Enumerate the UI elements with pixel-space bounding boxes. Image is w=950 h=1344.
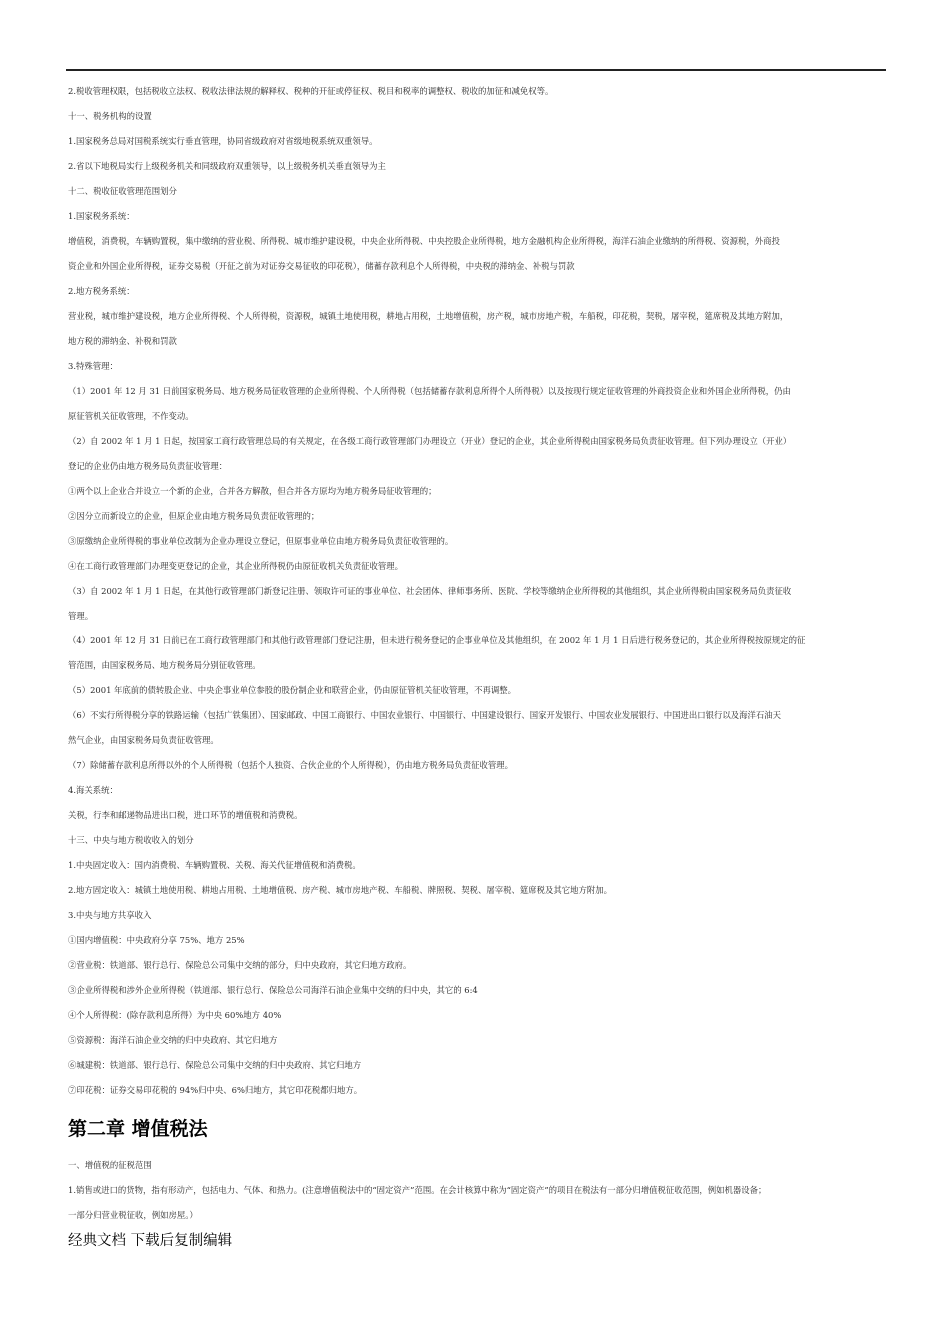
text-line: （3）自 2002 年 1 月 1 日起，在其他行政管理部门新登记注册、领取许可证的事业单位、社会团体、律师事务所、医院、学校等缴纳企业所得税的其他组织，其企业所得税由国家税务局负责征收 bbox=[68, 586, 792, 596]
text-line: （1）2001 年 12 月 31 日前国家税务局、地方税务局征收管理的企业所得税、个人所得税（包括储蓄存款利息所得个人所得税）以及按现行规定征收管理的外商投资企业和外国企业所得税，仍由 bbox=[68, 386, 791, 396]
text-line: （5）2001 年底前的债转股企业、中央企事业单位参股的股份制企业和联营企业，仍由原征管机关征收管理，不再调整。 bbox=[68, 685, 517, 695]
text-line: ⑤资源税：海洋石油企业交纳的归中央政府、其它归地方 bbox=[68, 1035, 278, 1045]
text-line: 原征管机关征收管理，不作变动。 bbox=[68, 411, 194, 421]
text-line: 2.地方税务系统： bbox=[68, 286, 135, 296]
text-line: ①两个以上企业合并设立一个新的企业，合并各方解散，但合并各方原均为地方税务局征收管理的； bbox=[68, 486, 437, 496]
footer-note: 经典文档 下载后复制编辑 bbox=[68, 1233, 233, 1249]
text-line: ③企业所得税和涉外企业所得税（铁道部、银行总行、保险总公司海洋石油企业集中交纳的归中央，其它的 6:4 bbox=[68, 985, 478, 995]
text-line: ④个人所得税：(除存款利息所得）为中央 60%地方 40% bbox=[68, 1010, 282, 1020]
section-heading: 一、增值税的征税范围 bbox=[68, 1160, 152, 1170]
text-line: 1.国家税务系统： bbox=[68, 211, 135, 221]
text-line: 管范围，由国家税务局、地方税务局分别征收管理。 bbox=[68, 660, 261, 670]
text-line: 1.国家税务总局对国税系统实行垂直管理，协同省级政府对省级地税系统双重领导。 bbox=[68, 136, 378, 146]
text-line: 地方税的滞纳金、补税和罚款 bbox=[68, 336, 177, 346]
top-rule bbox=[66, 69, 886, 71]
text-line: 1.中央固定收入：国内消费税、车辆购置税、关税、海关代征增值税和消费税。 bbox=[68, 860, 361, 870]
text-line: 管理。 bbox=[68, 611, 94, 621]
text-line: 2.地方固定收入：城镇土地使用税、耕地占用税、土地增值税、房产税、城市房地产税、车船税、牌照税、契税、屠宰税、筵席税及其它地方附加。 bbox=[68, 885, 612, 895]
text-line: 3.特殊管理： bbox=[68, 361, 118, 371]
text-line: 1.销售或进口的货物，指有形动产，包括电力、气体、和热力。(注意增值税法中的“固定资产”范围。在会计核算中称为“固定资产”的项目在税法有一部分归增值税征收范围，例如机器设备； bbox=[68, 1185, 767, 1195]
chapter-title: 第二章 增值税法 bbox=[68, 1118, 208, 1140]
section-heading: 十一、税务机构的设置 bbox=[68, 111, 152, 121]
text-line: 增值税，消费税，车辆购置税，集中缴纳的营业税、所得税、城市维护建设税，中央企业所得税、中央控股企业所得税，地方金融机构企业所得税，海洋石油企业缴纳的所得税、资源税，外商投 bbox=[68, 236, 780, 246]
text-line: 营业税，城市维护建设税，地方企业所得税、个人所得税，资源税，城镇土地使用税，耕地占用税，土地增值税，房产税，城市房地产税，车船税，印花税，契税，屠宰税，筵席税及其地方附加， bbox=[68, 311, 789, 321]
text-line: （7）除储蓄存款利息所得以外的个人所得税（包括个人独资、合伙企业的个人所得税），仍由地方税务局负责征收管理。 bbox=[68, 760, 514, 770]
text-line: 然气企业，由国家税务局负责征收管理。 bbox=[68, 735, 219, 745]
text-line: （4）2001 年 12 月 31 日前已在工商行政管理部门和其他行政管理部门登记注册，但未进行税务登记的企事业单位及其他组织，在 2002 年 1 月 1 日后进行税务登记的，其企业所得税按原规定的征 bbox=[68, 635, 806, 645]
text-line: ②营业税：铁道部、银行总行、保险总公司集中交纳的部分，归中央政府，其它归地方政府。 bbox=[68, 960, 412, 970]
text-line: ③原缴纳企业所得税的事业单位改制为企业办理设立登记，但原事业单位由地方税务局负责征收管理的。 bbox=[68, 536, 454, 546]
text-line: 4.海关系统： bbox=[68, 785, 118, 795]
text-line: （2）自 2002 年 1 月 1 日起，按国家工商行政管理总局的有关规定，在各级工商行政管理部门办理设立（开业）登记的企业，其企业所得税由国家税务局负责征收管理。但下列办理设立（开业） bbox=[68, 436, 792, 446]
section-heading: 十二、税收征收管理范围划分 bbox=[68, 186, 177, 196]
text-line: 一部分归营业税征收，例如房屋。） bbox=[68, 1210, 198, 1220]
section-heading: 十三、中央与地方税收收入的划分 bbox=[68, 835, 194, 845]
text-line: 关税，行李和邮递物品进出口税，进口环节的增值税和消费税。 bbox=[68, 810, 303, 820]
text-line: ⑦印花税：证券交易印花税的 94%归中央、6%归地方，其它印花税都归地方。 bbox=[68, 1085, 363, 1095]
text-line: ⑥城建税：铁道部、银行总行、保险总公司集中交纳的归中央政府、其它归地方 bbox=[68, 1060, 362, 1070]
text-line: ②因分立而新设立的企业，但原企业由地方税务局负责征收管理的； bbox=[68, 511, 320, 521]
text-line: 2.税收管理权限，包括税收立法权、税收法律法规的解释权、税种的开征或停征权、税目和税率的调整权、税收的加征和减免权等。 bbox=[68, 86, 554, 96]
text-line: 3.中央与地方共享收入 bbox=[68, 910, 152, 920]
text-line: 登记的企业仍由地方税务局负责征收管理： bbox=[68, 461, 228, 471]
text-line: （6）不实行所得税分享的铁路运输（包括广铁集团）、国家邮政、中国工商银行、中国农业银行、中国银行、中国建设银行、国家开发银行、中国农业发展银行、中国进出口银行以及海洋石油天 bbox=[68, 710, 782, 720]
text-line: 2.省以下地税局实行上级税务机关和同级政府双重领导，以上级税务机关垂直领导为主 bbox=[68, 161, 386, 171]
text-line: ④在工商行政管理部门办理变更登记的企业，其企业所得税仍由原征收机关负责征收管理。 bbox=[68, 561, 403, 571]
text-line: ①国内增值税：中央政府分享 75%、地方 25% bbox=[68, 935, 245, 945]
text-line: 资企业和外国企业所得税，证券交易税（开征之前为对证券交易征收的印花税），储蓄存款利息个人所得税，中央税的滞纳金、补税与罚款 bbox=[68, 261, 575, 271]
